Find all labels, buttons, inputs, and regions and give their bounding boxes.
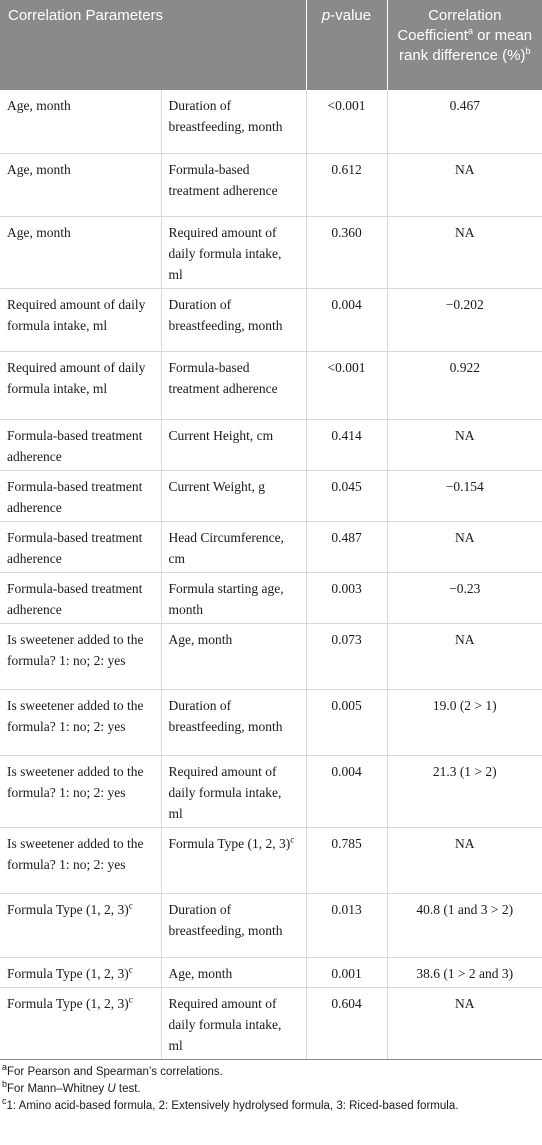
parameter-1-cell: Formula-based treatment adherence xyxy=(0,419,161,470)
parameter-1-cell: Formula-based treatment adherence xyxy=(0,470,161,521)
p-value-cell: 0.004 xyxy=(306,755,387,827)
correlation-coefficient-cell: 38.6 (1 > 2 and 3) xyxy=(387,957,542,987)
parameter-2-cell: Duration of breastfeeding, month xyxy=(161,90,306,153)
correlation-coefficient-cell: NA xyxy=(387,521,542,572)
correlation-coefficient-cell: −0.202 xyxy=(387,288,542,351)
parameter-1-cell: Age, month xyxy=(0,90,161,153)
p-value-cell: 0.003 xyxy=(306,572,387,623)
p-value-cell: 0.785 xyxy=(306,827,387,893)
parameter-2-cell: Age, month xyxy=(161,957,306,987)
correlation-coefficient-cell: NA xyxy=(387,827,542,893)
parameter-1-cell: Formula-based treatment adherence xyxy=(0,521,161,572)
correlation-coefficient-cell: −0.154 xyxy=(387,470,542,521)
parameter-1-cell: Is sweetener added to the formula? 1: no; 2: yes xyxy=(0,689,161,755)
parameter-2-cell: Current Height, cm xyxy=(161,419,306,470)
parameter-1-cell: Formula Type (1, 2, 3)$^c$ xyxy=(0,987,161,1059)
header-p-value: p-value xyxy=(306,0,387,90)
correlation-coefficient-cell: 19.0 (2 > 1) xyxy=(387,689,542,755)
table-row xyxy=(0,957,542,987)
p-value-cell: 0.073 xyxy=(306,623,387,689)
table-row xyxy=(0,216,542,288)
parameter-2-cell: Formula-based treatment adherence xyxy=(161,153,306,216)
table-row xyxy=(0,827,542,893)
table-row xyxy=(0,689,542,755)
parameter-2-cell: Age, month xyxy=(161,623,306,689)
p-value-cell: 0.001 xyxy=(306,957,387,987)
parameter-1-cell: Age, month xyxy=(0,153,161,216)
p-value-cell: 0.414 xyxy=(306,419,387,470)
table-row xyxy=(0,288,542,351)
footnote-c: $^c$1: Amino acid-based formula, 2: Extensively hydrolysed formula, 3: Riced-based formula. xyxy=(2,1095,459,1112)
table-row xyxy=(0,987,542,1059)
parameter-1-cell: Formula Type (1, 2, 3)$^c$ xyxy=(0,957,161,987)
table-row xyxy=(0,351,542,419)
correlation-coefficient-cell: 0.467 xyxy=(387,90,542,153)
parameter-1-cell: Is sweetener added to the formula? 1: no; 2: yes xyxy=(0,755,161,827)
parameter-2-cell: Required amount of daily formula intake, ml xyxy=(161,755,306,827)
parameter-1-cell: Is sweetener added to the formula? 1: no; 2: yes xyxy=(0,623,161,689)
p-value-cell: 0.004 xyxy=(306,288,387,351)
parameter-2-cell: Required amount of daily formula intake, ml xyxy=(161,987,306,1059)
parameter-1-cell: Formula-based treatment adherence xyxy=(0,572,161,623)
correlation-coefficient-cell: NA xyxy=(387,153,542,216)
table-row xyxy=(0,419,542,470)
parameter-2-cell: Duration of breastfeeding, month xyxy=(161,689,306,755)
table-footnotes xyxy=(0,1060,542,1115)
table-row xyxy=(0,572,542,623)
parameter-2-cell: Current Weight, g xyxy=(161,470,306,521)
parameter-1-cell: Formula Type (1, 2, 3)$^c$ xyxy=(0,893,161,957)
correlation-coefficient-cell: 40.8 (1 and 3 > 2) xyxy=(387,893,542,957)
footnote-a: $^a$For Pearson and Spearman’s correlations. xyxy=(2,1061,223,1078)
parameter-2-cell: Formula starting age, month xyxy=(161,572,306,623)
parameter-2-cell: Formula Type (1, 2, 3)$^c$ xyxy=(161,827,306,893)
parameter-1-cell: Required amount of daily formula intake, ml xyxy=(0,351,161,419)
p-value-cell: <0.001 xyxy=(306,90,387,153)
parameter-1-cell: Age, month xyxy=(0,216,161,288)
table-row xyxy=(0,893,542,957)
parameter-1-cell: Required amount of daily formula intake, ml xyxy=(0,288,161,351)
table-row xyxy=(0,521,542,572)
parameter-2-cell: Duration of breastfeeding, month xyxy=(161,893,306,957)
table-row xyxy=(0,623,542,689)
correlation-coefficient-cell: NA xyxy=(387,216,542,288)
correlation-coefficient-cell: NA xyxy=(387,987,542,1059)
table-row xyxy=(0,90,542,153)
correlation-coefficient-cell: 21.3 (1 > 2) xyxy=(387,755,542,827)
table-row xyxy=(0,755,542,827)
correlation-coefficient-cell: NA xyxy=(387,419,542,470)
parameter-2-cell: Head Circumference, cm xyxy=(161,521,306,572)
p-value-cell: 0.487 xyxy=(306,521,387,572)
p-value-cell: 0.013 xyxy=(306,893,387,957)
p-value-cell: 0.612 xyxy=(306,153,387,216)
table-row xyxy=(0,470,542,521)
parameter-2-cell: Duration of breastfeeding, month xyxy=(161,288,306,351)
footnote-b: $^b$For Mann–Whitney U test. xyxy=(2,1078,141,1095)
correlation-coefficient-cell: NA xyxy=(387,623,542,689)
table-header-row xyxy=(0,0,542,90)
p-value-cell: 0.045 xyxy=(306,470,387,521)
parameter-2-cell: Formula-based treatment adherence xyxy=(161,351,306,419)
parameter-2-cell: Required amount of daily formula intake, ml xyxy=(161,216,306,288)
table-row xyxy=(0,153,542,216)
header-correlation-parameters: Correlation Parameters xyxy=(0,0,306,90)
p-value-cell: <0.001 xyxy=(306,351,387,419)
header-correlation-coefficient: Correlation Coefficient$^a$ or mean rank difference (%)$^b$ xyxy=(387,0,542,90)
correlation-coefficient-cell: −0.23 xyxy=(387,572,542,623)
p-value-cell: 0.604 xyxy=(306,987,387,1059)
correlation-coefficient-cell: 0.922 xyxy=(387,351,542,419)
parameter-1-cell: Is sweetener added to the formula? 1: no; 2: yes xyxy=(0,827,161,893)
p-value-cell: 0.360 xyxy=(306,216,387,288)
p-value-cell: 0.005 xyxy=(306,689,387,755)
